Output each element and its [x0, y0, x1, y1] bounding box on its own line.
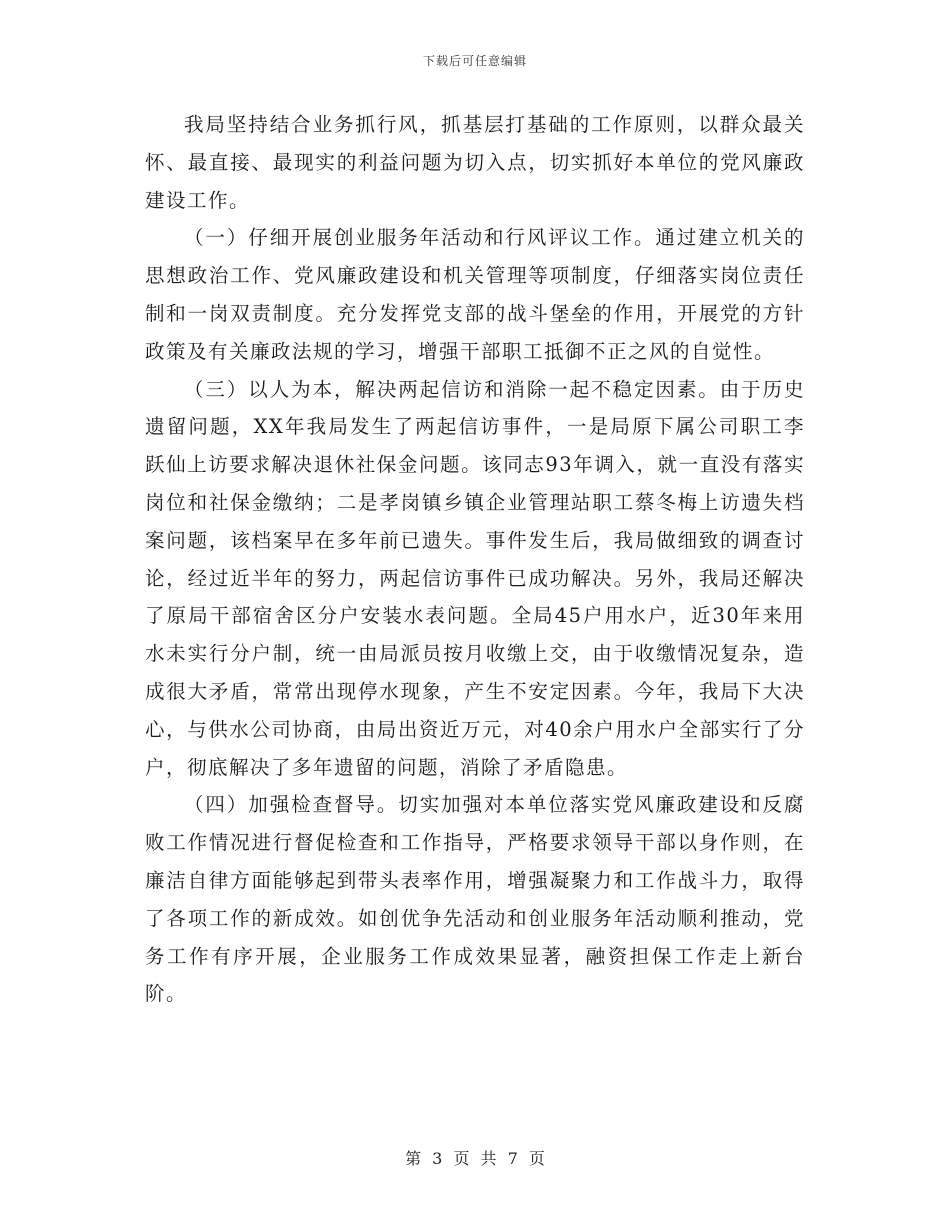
- document-body: [145, 106, 805, 1013]
- paragraph-intro: 我局坚持结合业务抓行风，抓基层打基础的工作原则，以群众最关怀、最直接、最现实的利益问题为切入点，切实抓好本单位的党风廉政建设工作。: [145, 113, 805, 212]
- paragraph-section-3: （三）以人为本，解决两起信访和消除一起不稳定因素。由于历史遗留问题，XX年我局发生了两起信访事件，一是局原下属公司职工李跃仙上访要求解决退休社保金问题。该同志93年调入，就一直没有落实岗位和社保金缴纳；二是孝岗镇乡镇企业管理站职工蔡冬梅上访遗失档案问题，该档案早在多年前已遗失。事件发生后，我局做细致的调查讨论，经过近半年的努力，两起信访事件已成功解决。另外，我局还解决了原局干部宿舍区分户安装水表问题。全局45户用水户，近30年来用水未实行分户制，统一由局派员按月收缴上交，由于收缴情况复杂，造成很大矛盾，常常出现停水现象，产生不安定因素。今年，我局下大决心，与供水公司协商，由局出资近万元，对40余户用水户全部实行了分户，彻底解决了多年遗留的问题，消除了矛盾隐患。: [145, 377, 805, 779]
- page-number: 第 3 页 共 7 页: [405, 1149, 545, 1168]
- paragraph-section-4: （四）加强检查督导。切实加强对本单位落实党风廉政建设和反腐败工作情况进行督促检查和工作指导，严格要求领导干部以身作则，在廉洁自律方面能够起到带头表率作用，增强凝聚力和工作战斗力，取得了各项工作的新成效。如创优争先活动和创业服务年活动顺利推动，党务工作有序开展，企业服务工作成效果显著，融资担保工作走上新台阶。: [145, 793, 805, 1006]
- page-header-note: 下载后可任意编辑: [422, 54, 527, 68]
- paragraph-section-1: （一）仔细开展创业服务年活动和行风评议工作。通过建立机关的思想政治工作、党风廉政建设和机关管理等项制度，仔细落实岗位责任制和一岗双责制度。充分发挥党支部的战斗堡垒的作用，开展党的方针政策及有关廉政法规的学习，增强干部职工抵御不正之风的自觉性。: [145, 226, 805, 363]
